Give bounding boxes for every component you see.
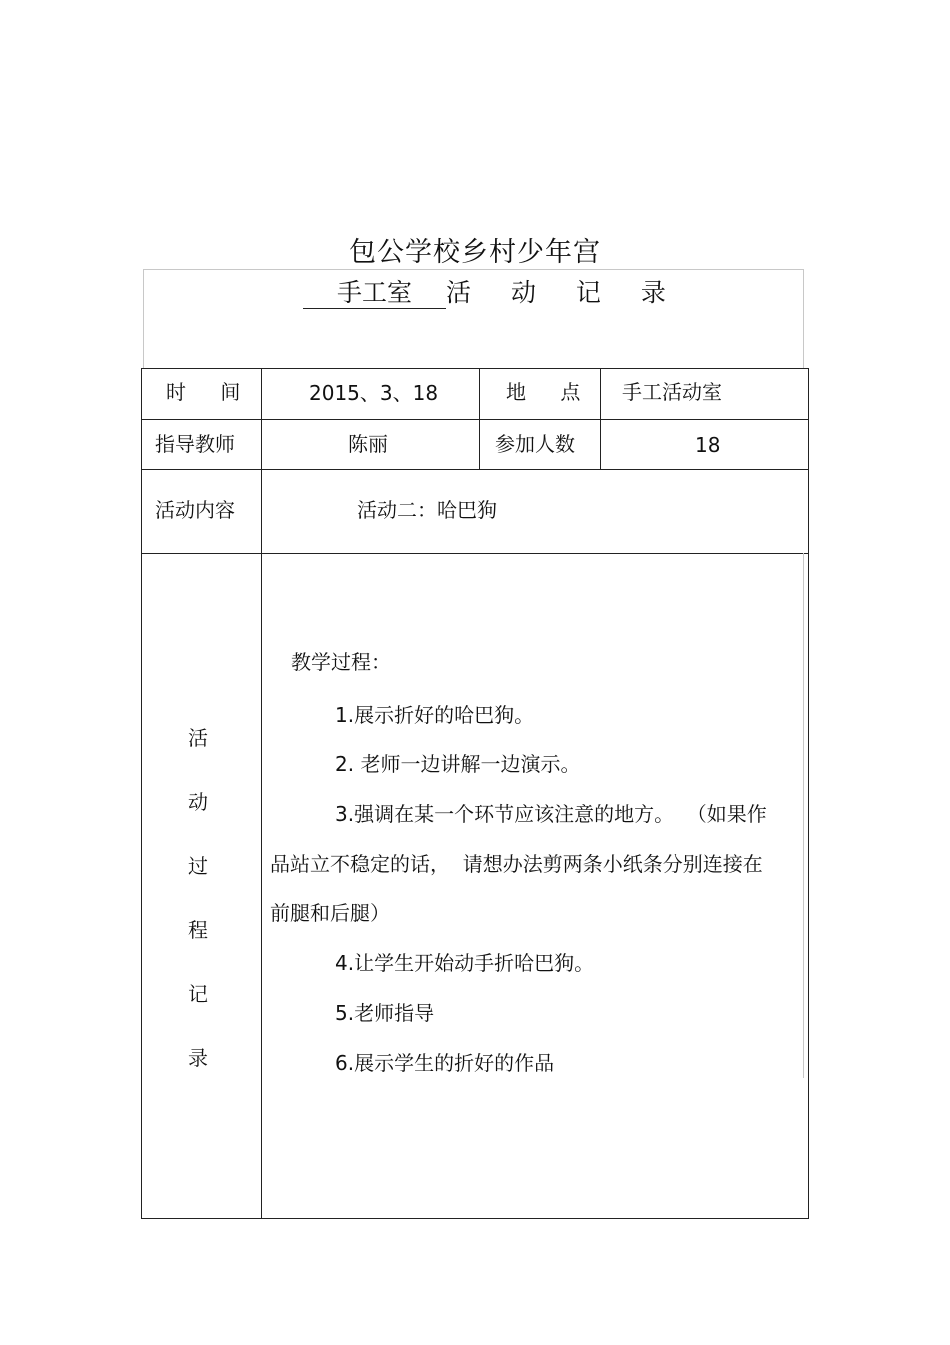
participants-label: 参加人数 [495, 432, 575, 456]
teacher-label: 指导教师 [155, 432, 235, 456]
place-label: 地 点 [506, 380, 595, 404]
header-box-left [143, 269, 144, 369]
process-label-char: 程 [188, 918, 208, 942]
process-line: 5.老师指导 [335, 1001, 435, 1025]
header-box-right [803, 269, 804, 369]
process-label-char: 记 [188, 982, 208, 1006]
process-label-char: 活 [188, 726, 208, 750]
process-label-char: 录 [188, 1046, 208, 1070]
process-line: 前腿和后腿） [270, 901, 390, 925]
time-label: 时 间 [166, 380, 255, 404]
process-line: 1.展示折好的哈巴狗。 [335, 703, 535, 727]
place-value: 手工活动室 [622, 380, 722, 404]
process-line: 2. 老师一边讲解一边演示。 [335, 752, 581, 776]
participants-value: 18 [695, 433, 721, 457]
process-line: 4.让学生开始动手折哈巴狗。 [335, 951, 595, 975]
process-label-char: 过 [188, 854, 208, 878]
process-label-char: 动 [188, 790, 208, 814]
content-label: 活动内容 [155, 498, 235, 522]
school-title: 包公学校乡村少年宫 [349, 237, 601, 268]
process-line: 6.展示学生的折好的作品 [335, 1051, 555, 1075]
process-line: 教学过程： [291, 650, 391, 674]
content-value: 活动二：哈巴狗 [357, 498, 497, 522]
time-value: 2015、3、18 [309, 381, 439, 405]
room-name: 手工室 [303, 278, 446, 309]
process-line: 品站立不稳定的话， 请想办法剪两条小纸条分别连接在 [270, 852, 763, 876]
record-title: 活 动 记 录 [446, 278, 682, 307]
teacher-value: 陈丽 [348, 432, 388, 456]
header-box-top [143, 269, 804, 270]
process-line: 3.强调在某一个环节应该注意的地方。 （如果作 [335, 802, 767, 826]
